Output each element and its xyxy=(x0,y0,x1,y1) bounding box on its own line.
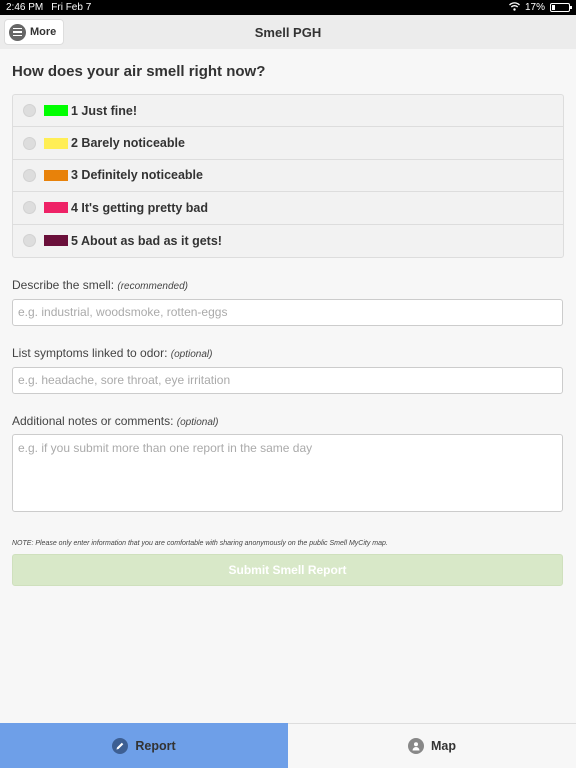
report-form xyxy=(12,49,564,586)
describe-label-text: Describe the smell: xyxy=(12,277,115,292)
notes-hint: (optional) xyxy=(176,416,219,428)
nav-bar xyxy=(0,15,576,49)
option-label: 2 Barely noticeable xyxy=(71,136,185,151)
symptoms-label-text: List symptoms linked to odor: xyxy=(12,345,168,360)
submit-button[interactable]: Submit Smell Report xyxy=(12,554,563,586)
pencil-icon xyxy=(112,738,128,754)
status-time: 2:46 PM xyxy=(6,2,44,13)
symptoms-hint: (optional) xyxy=(170,348,213,360)
smell-option-1[interactable] xyxy=(13,95,563,127)
smell-question: How does your air smell right now? xyxy=(12,63,266,80)
tab-report[interactable] xyxy=(0,723,288,768)
status-right xyxy=(509,2,570,14)
option-label: 5 About as bad as it gets! xyxy=(71,233,222,248)
notes-label-text: Additional notes or comments: xyxy=(12,413,174,428)
describe-hint: (recommended) xyxy=(117,280,188,292)
option-label: 3 Definitely noticeable xyxy=(71,168,203,183)
symptoms-label xyxy=(12,346,564,360)
wifi-icon xyxy=(509,2,520,14)
symptoms-input[interactable] xyxy=(12,367,563,394)
battery-level xyxy=(552,5,555,10)
color-swatch xyxy=(44,170,68,181)
page-title: Smell PGH xyxy=(254,24,322,40)
color-swatch xyxy=(44,138,68,149)
tab-map-label: Map xyxy=(431,739,456,753)
smell-option-3[interactable] xyxy=(13,160,563,192)
smell-rating-options xyxy=(12,94,564,258)
smell-option-2[interactable] xyxy=(13,127,563,159)
smell-option-4[interactable] xyxy=(13,192,563,224)
describe-input[interactable] xyxy=(12,299,563,326)
color-swatch xyxy=(44,105,68,116)
tab-bar xyxy=(0,723,576,768)
radio-icon[interactable] xyxy=(23,234,36,247)
radio-icon[interactable] xyxy=(23,201,36,214)
radio-icon[interactable] xyxy=(23,137,36,150)
battery-percent: 17% xyxy=(524,2,545,13)
status-date: Fri Feb 7 xyxy=(51,2,92,13)
person-icon xyxy=(408,738,424,754)
color-swatch xyxy=(44,202,68,213)
radio-icon[interactable] xyxy=(23,104,36,117)
more-label: More xyxy=(30,26,57,38)
battery-icon xyxy=(550,3,570,12)
option-label: 4 It's getting pretty bad xyxy=(71,200,209,215)
notes-label xyxy=(12,414,564,428)
radio-icon[interactable] xyxy=(23,169,36,182)
status-bar xyxy=(0,0,576,15)
notes-textarea[interactable] xyxy=(12,434,563,512)
describe-label xyxy=(12,278,564,292)
tab-report-label: Report xyxy=(135,738,176,753)
privacy-note: NOTE: Please only enter information that you are comfortable with sharing anonymously on the public Smell MyCity map. xyxy=(12,539,388,547)
more-button[interactable] xyxy=(4,19,64,45)
color-swatch xyxy=(44,235,68,246)
tab-map[interactable] xyxy=(288,723,576,768)
menu-icon xyxy=(9,24,26,41)
smell-option-5[interactable] xyxy=(13,225,563,257)
option-label: 1 Just fine! xyxy=(71,103,137,118)
